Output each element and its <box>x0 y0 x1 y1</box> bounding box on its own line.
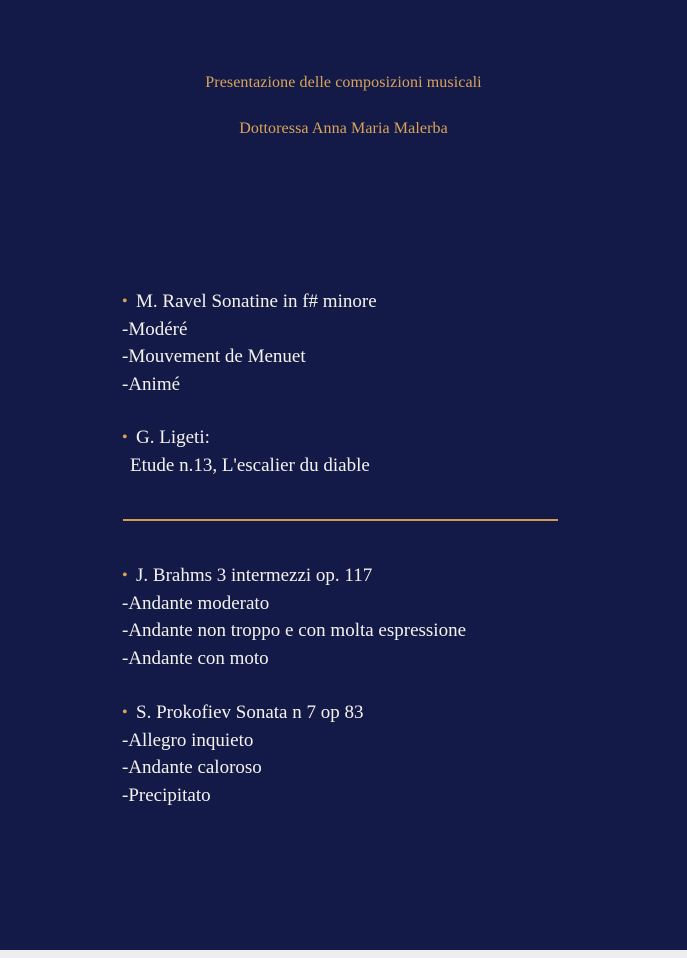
movement: -Andante con moto <box>122 647 269 669</box>
bullet-icon: • <box>122 429 128 446</box>
program-item-title <box>122 699 363 727</box>
composition-title: S. Prokofiev Sonata n 7 op 83 <box>136 702 364 723</box>
movement: -Precipitato <box>122 784 211 806</box>
composition-title: J. Brahms 3 intermezzi op. 117 <box>136 565 373 586</box>
program-item-brahms <box>122 562 466 672</box>
section-divider <box>123 519 558 521</box>
bottom-edge <box>0 950 687 958</box>
movement: -Allegro inquieto <box>122 729 254 751</box>
program-item-title <box>122 562 466 590</box>
program-item-ravel <box>122 288 377 398</box>
page-title: Presentazione delle composizioni musicali <box>205 74 482 91</box>
bullet-icon: • <box>122 704 128 721</box>
movement: -Animé <box>122 373 181 395</box>
program-item-ligeti <box>122 424 370 479</box>
presenter-name: Dottoressa Anna Maria Malerba <box>239 120 448 137</box>
program-item-title <box>122 288 377 316</box>
bullet-icon: • <box>122 293 128 310</box>
composition-subtitle: Etude n.13, L'escalier du diable <box>130 454 370 476</box>
program-item-title <box>122 424 370 452</box>
movement: -Andante moderato <box>122 592 270 614</box>
movement: -Andante caloroso <box>122 757 262 778</box>
composition-title: M. Ravel Sonatine in f# minore <box>136 291 377 312</box>
movement: -Mouvement de Menuet <box>122 346 306 367</box>
movement: -Modéré <box>122 318 188 340</box>
composition-title: G. Ligeti: <box>136 427 210 448</box>
movement: -Andante non troppo e con molta espressione <box>122 620 467 641</box>
bullet-icon: • <box>122 567 128 584</box>
program-item-prokofiev <box>122 699 363 809</box>
